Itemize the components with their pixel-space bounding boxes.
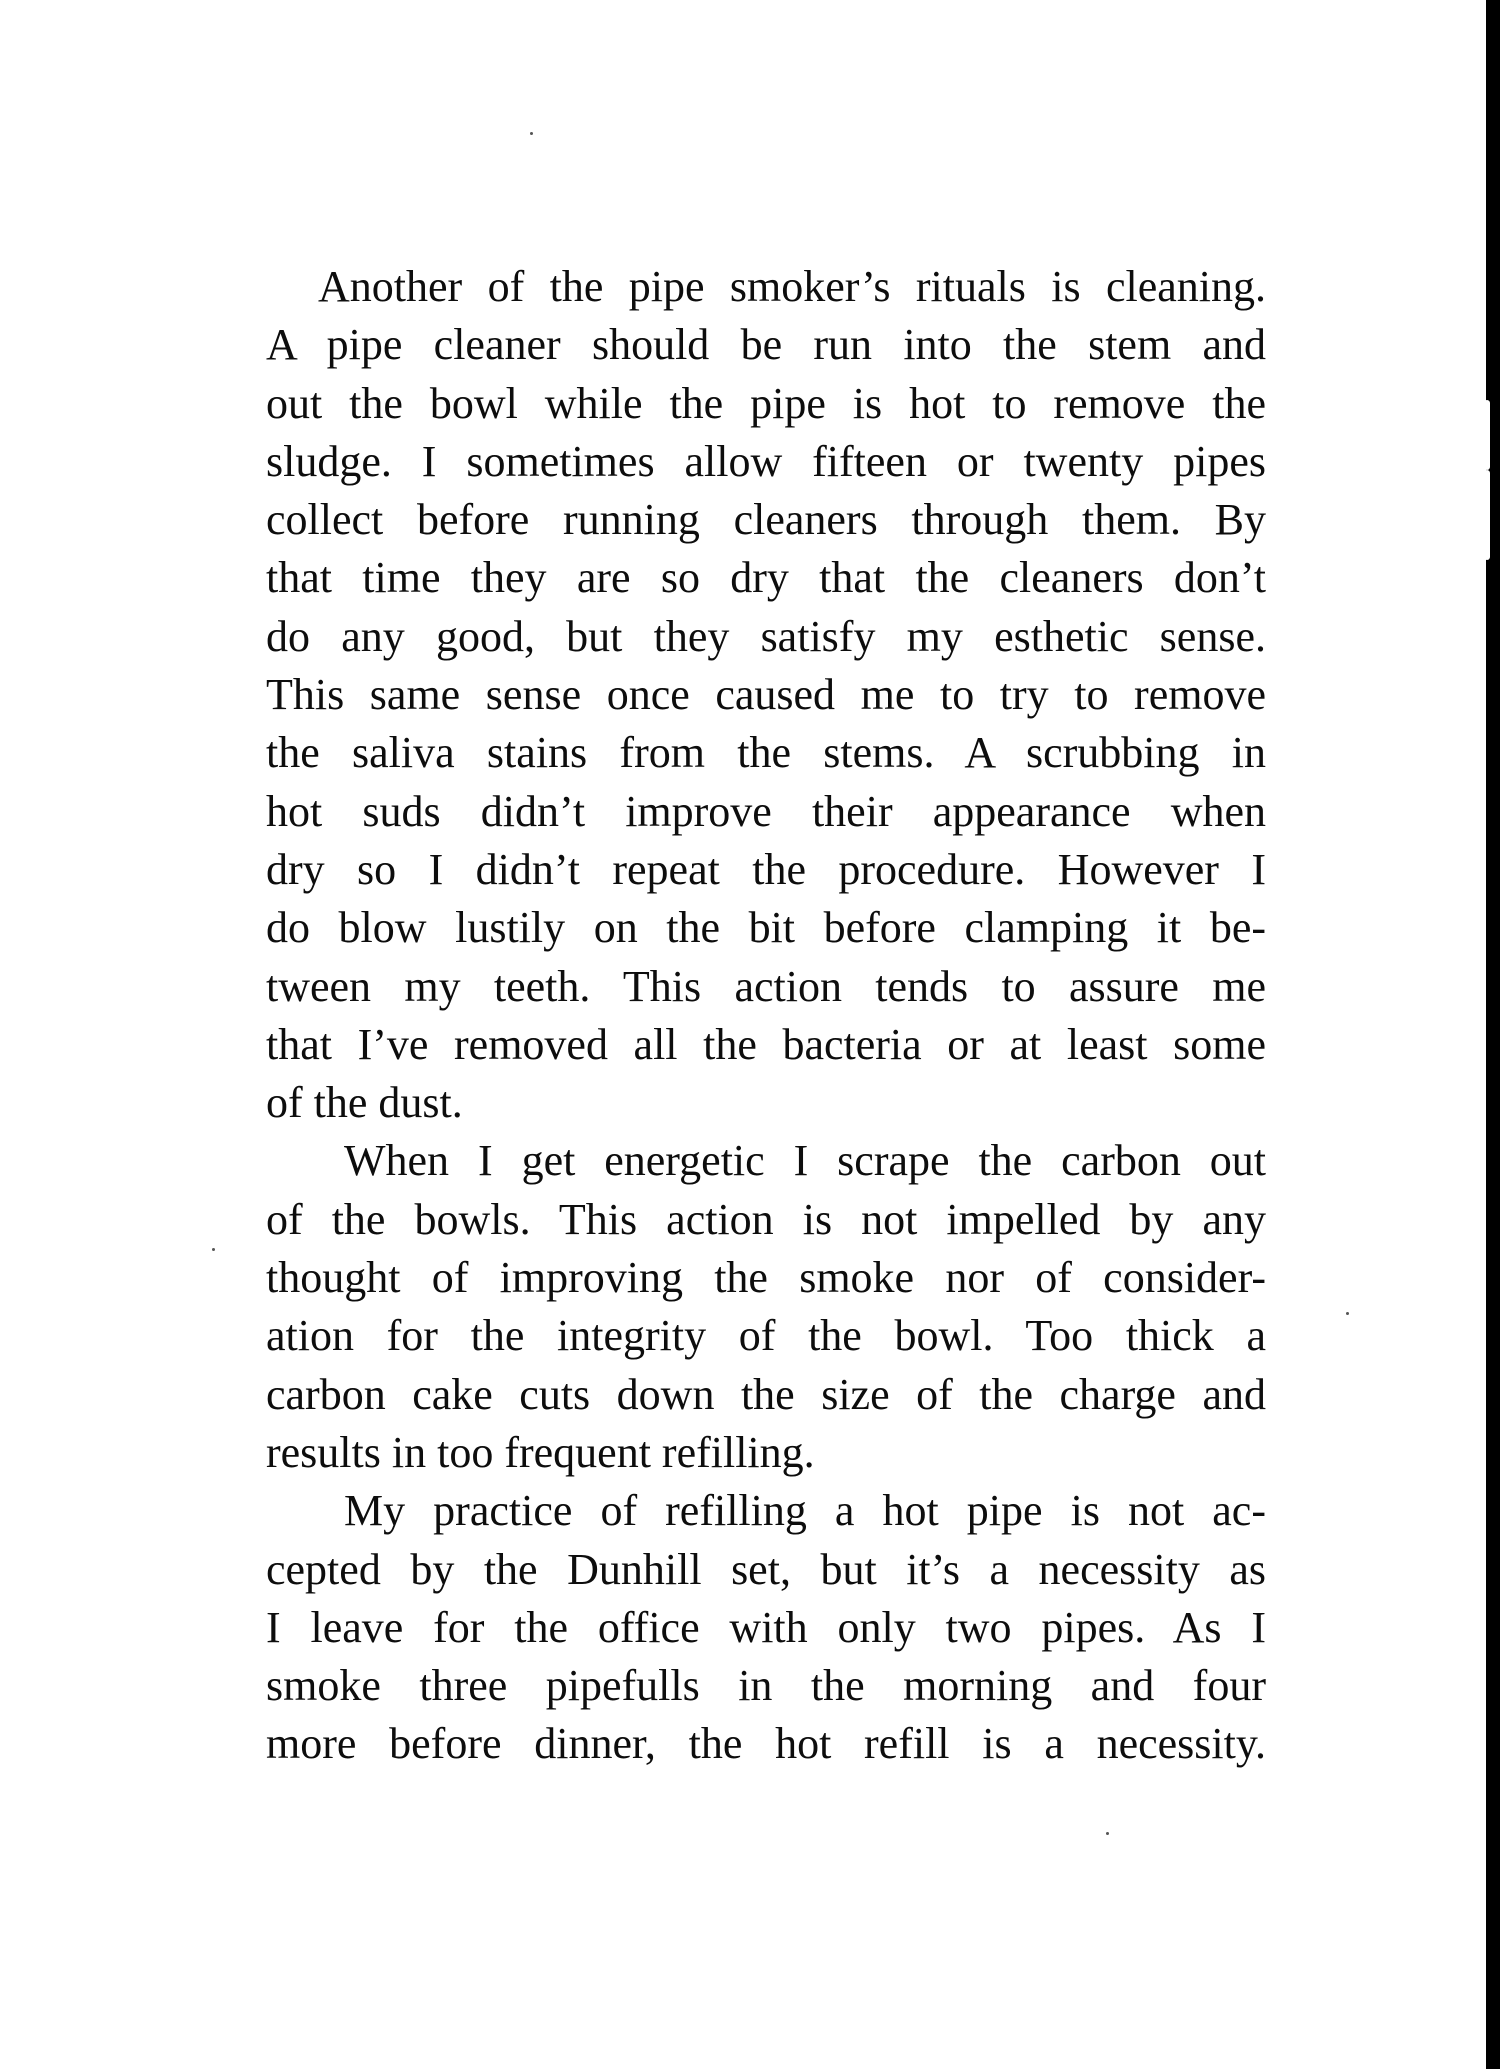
text-line: collect before running cleaners through them. By <box>266 495 1266 545</box>
text-line: that I’ve removed all the bacteria or at least some <box>266 1019 1266 1069</box>
text-line: dry so I didn’t repeat the procedure. However I <box>266 844 1266 894</box>
text-line: more before dinner, the hot refill is a necessity. <box>266 1719 1266 1769</box>
spine-notch <box>1484 470 1490 560</box>
text-line: of the bowls. This action is not impelled by any <box>266 1194 1266 1244</box>
text-line: tween my teeth. This action tends to assure me <box>266 961 1266 1011</box>
paper-speck <box>212 1248 215 1251</box>
text-line: the saliva stains from the stems. A scrubbing in <box>266 728 1266 778</box>
paper-speck <box>1106 1832 1109 1835</box>
text-line: This same sense once caused me to try to remove <box>266 670 1266 720</box>
text-line: When I get energetic I scrape the carbon out <box>344 1136 1266 1186</box>
text-line: smoke three pipefulls in the morning and four <box>266 1661 1266 1711</box>
text-line: sludge. I sometimes allow fifteen or twenty pipes <box>266 436 1266 486</box>
paragraph-cleaning <box>266 258 1266 1132</box>
text-line: that time they are so dry that the cleaners don’t <box>266 553 1266 603</box>
page-spine-edge <box>1486 0 1500 2069</box>
text-line: My practice of refilling a hot pipe is not ac- <box>344 1486 1266 1536</box>
text-line: cepted by the Dunhill set, but it’s a necessity as <box>266 1544 1266 1594</box>
text-line: carbon cake cuts down the size of the charge and <box>266 1369 1266 1419</box>
body-text <box>266 258 1266 1774</box>
paragraph-carbon <box>266 1132 1266 1482</box>
text-line: results in too frequent refilling. <box>266 1427 815 1477</box>
text-line: ation for the integrity of the bowl. Too thick a <box>266 1311 1266 1361</box>
text-line: do any good, but they satisfy my esthetic sense. <box>266 611 1266 661</box>
text-line: thought of improving the smoke nor of consider- <box>266 1253 1266 1303</box>
paragraph-refilling <box>266 1482 1266 1773</box>
paper-speck <box>530 132 533 135</box>
text-line: out the bowl while the pipe is hot to remove the <box>266 378 1266 428</box>
text-line: I leave for the office with only two pipes. As I <box>266 1602 1266 1652</box>
text-line: Another of the pipe smoker’s rituals is cleaning. <box>318 262 1266 311</box>
text-line: hot suds didn’t improve their appearance when <box>266 786 1266 836</box>
spine-notch <box>1484 400 1490 470</box>
text-line: do blow lustily on the bit before clamping it be- <box>266 903 1266 953</box>
paper-speck <box>1346 1312 1349 1315</box>
text-line: A pipe cleaner should be run into the stem and <box>266 320 1266 370</box>
text-line: of the dust. <box>266 1078 463 1128</box>
